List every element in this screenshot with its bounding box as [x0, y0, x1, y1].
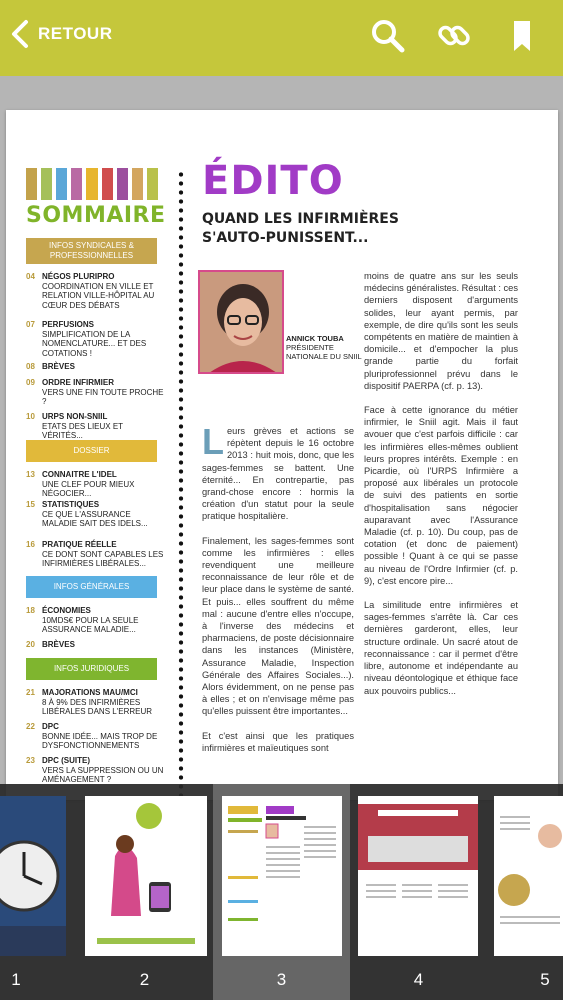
toc-entry-title: MAJORATIONS MAU/MCI — [42, 688, 138, 697]
toc-entry[interactable] — [26, 470, 166, 499]
color-stripe — [86, 168, 97, 200]
link-icon — [436, 18, 472, 54]
author-photo — [198, 270, 284, 374]
toc-page-number: 04 — [26, 272, 35, 281]
toc-page-number: 22 — [26, 722, 35, 731]
edito-paragraph: La similitude entre infirmières et sages-femmes s'arrête là. Car ces dernières garderont, elles, leur structure ordinale. Un sacré atout de reconnaissance : car il permet d'être libre, autonome et indépendante au niveau déontologique et éthique face aux pouvoirs publics... — [364, 600, 518, 696]
color-stripe — [117, 168, 128, 200]
thumbnail-page-number: 2 — [139, 970, 150, 989]
toc-entry[interactable] — [26, 272, 166, 310]
toc-page-number: 16 — [26, 540, 35, 549]
edito-column-2 — [364, 270, 518, 709]
edito-paragraph: Leurs grèves et actions se répètent depuis le 16 octobre 2013 : huit mois, donc, que les sages-femmes se battent. Une éternité... En contrepartie, pas grand-chose encore : hormis la création d'un statut pour la seule pratique hospitalière. — [202, 421, 354, 522]
edito-column-1 — [202, 421, 354, 766]
toc-entry-title: ÉCONOMIES — [42, 606, 91, 615]
color-stripe — [71, 168, 82, 200]
toc-entry-title: ORDRE INFIRMIER — [42, 378, 114, 387]
bookmark-icon — [504, 18, 540, 54]
toc-entry-description: 10MDS€ POUR LA SEULE ASSURANCE MALADIE... — [42, 615, 139, 635]
toc-section-header: INFOS SYNDICALES & PROFESSIONNELLES — [26, 238, 157, 264]
page-thumbnail-strip — [0, 784, 563, 1000]
toc-entry[interactable] — [26, 412, 166, 441]
sommaire-title: SOMMAIRE — [26, 203, 166, 228]
search-button[interactable] — [368, 16, 408, 56]
page-thumbnail[interactable] — [0, 796, 66, 956]
toc-entry-description: BONNE IDÉE... MAIS TROP DE DYSFONCTIONNEMENTS — [42, 731, 158, 751]
drop-cap: L — [202, 421, 224, 462]
edito-paragraph: Finalement, les sages-femmes sont comme les infirmières : elles revendiquent une meilleure reconnaissance de leur rôle et de leur place dans le système de santé. Et puis... elles souffrent du même mal : aucune d'entre elles n'occupe, à l'inverse des médecins et pharmaciens, de poste décisionnaire dans les instances (Ministère, Assurance Maladie, Inspection Générale des Affaires Sociales...). Alors évidemment, on ne pense pas à elles ; et on n'envisage même pas qu'elles puissent être importantes... — [202, 535, 354, 717]
toc-entry-title: DPC (SUITE) — [42, 756, 90, 765]
author-role: PRÉSIDENTE NATIONALE DU SNIIL — [286, 343, 362, 361]
color-stripe — [41, 168, 52, 200]
thumbnail-page-number: 5 — [540, 970, 550, 989]
toc-page-number: 20 — [26, 640, 35, 649]
color-stripe — [147, 168, 158, 200]
author-caption — [286, 334, 366, 361]
toc-entry-description: VERS LA SUPPRESSION OU UN AMÉNAGEMENT ? — [42, 765, 164, 785]
toc-page-number: 10 — [26, 412, 35, 421]
back-label: RETOUR — [38, 24, 113, 43]
toc-page-number: 09 — [26, 378, 35, 387]
toc-entry-description: SIMPLIFICATION DE LA NOMENCLATURE... ET DES COTATIONS ! — [42, 329, 147, 358]
link-button[interactable] — [434, 16, 474, 56]
back-button[interactable] — [10, 16, 112, 52]
toc-entry-description: VERS UNE FIN TOUTE PROCHE ? — [42, 387, 164, 407]
chevron-left-icon — [10, 19, 30, 49]
toc-entry[interactable] — [26, 500, 166, 529]
magazine-page[interactable] — [6, 110, 558, 800]
toc-entry-title: NÉGOS PLURIPRO — [42, 272, 115, 281]
edito-paragraph: moins de quatre ans sur les seuls médecins généralistes. Résultat : ces derniers disposent d'arguments solides, leur ayant permis, par exemple, de dire qu'ils sont les seuls compétents en matière de maintien à domicile... et d'empocher la plus grande partie du forfait pluriprofessionnel prévu dans le dispositif PAERPA (cf. p. 13). — [364, 271, 518, 391]
toc-entry[interactable] — [26, 320, 166, 358]
color-stripe — [26, 168, 37, 200]
toc-page-number: 15 — [26, 500, 35, 509]
toc-entry[interactable] — [26, 688, 166, 717]
toc-entry-title: PERFUSIONS — [42, 320, 95, 329]
dotted-divider — [178, 170, 184, 800]
toc-entry-title: DPC — [42, 722, 59, 731]
toc-entry-title: CONNAITRE L'IDEL — [42, 470, 117, 479]
color-stripe — [132, 168, 143, 200]
color-stripe — [102, 168, 113, 200]
toc-entry-description: COORDINATION EN VILLE ET RELATION VILLE-HÔPITAL AU CŒUR DES DÉBATS — [42, 281, 155, 310]
author-name: ANNICK TOUBA — [286, 334, 344, 343]
page-thumbnail[interactable] — [358, 796, 478, 956]
toc-section-header: INFOS GÉNÉRALES — [26, 576, 157, 598]
toc-page-number: 07 — [26, 320, 35, 329]
edito-paragraph: Et c'est ainsi que les pratiques infirmières et maïeutiques sont — [202, 730, 354, 753]
toc-entry-title: PRATIQUE RÉELLE — [42, 540, 117, 549]
edito-headline: QUAND LES INFIRMIÈRES S'AUTO-PUNISSENT... — [202, 211, 399, 246]
toc-entry[interactable] — [26, 378, 166, 407]
toc-entry[interactable] — [26, 540, 166, 569]
toc-section-header: INFOS JURIDIQUES — [26, 658, 157, 680]
toc-page-number: 21 — [26, 688, 35, 697]
toc-entry-title: BRÈVES — [42, 640, 75, 649]
toc-page-number: 08 — [26, 362, 35, 371]
search-icon — [370, 18, 406, 54]
toc-entry-description: CE DONT SONT CAPABLES LES INFIRMIÈRES LIBÉRALES... — [42, 549, 164, 569]
page-thumbnail[interactable] — [85, 796, 207, 956]
toc-entry-description: CE QUE L'ASSURANCE MALADIE SAIT DES IDELS... — [42, 509, 148, 529]
thumbnail-page-number: 3 — [276, 970, 287, 989]
bookmark-button[interactable] — [502, 16, 542, 56]
toc-section-header: DOSSIER — [26, 440, 157, 462]
toc-entry-title: BRÈVES — [42, 362, 75, 371]
toc-entry[interactable] — [26, 640, 166, 650]
edito-title: ÉDITO — [202, 158, 344, 204]
top-toolbar — [0, 0, 563, 76]
toc-entry-description: UNE CLEF POUR MIEUX NÉGOCIER... — [42, 479, 135, 499]
toc-entry-description: 8 À 9% DES INFIRMIÈRES LIBÉRALES DANS L'ERREUR — [42, 697, 153, 717]
thumbnail-page-number: 4 — [413, 970, 424, 989]
toc-entry[interactable] — [26, 722, 166, 751]
toc-entry-description: ETATS DES LIEUX ET VÉRITÉS... — [42, 421, 123, 441]
page-thumbnail[interactable] — [494, 796, 563, 956]
sommaire-color-stripes — [26, 168, 158, 200]
toc-entry[interactable] — [26, 756, 166, 785]
toc-page-number: 18 — [26, 606, 35, 615]
page-thumbnail[interactable] — [222, 796, 342, 956]
thumbnail-page-number: 1 — [11, 970, 21, 989]
toc-entry-title: URPS NON-SNIIL — [42, 412, 108, 421]
color-stripe — [56, 168, 67, 200]
toc-page-number: 13 — [26, 470, 35, 479]
edito-paragraph: Face à cette ignorance du métier infirmier, le Sniil agit. Mais il faut avouer que c'est parfois difficile : car les infirmières elles-mêmes oublient leurs propres intérêts. Exemple : en Picardie, où l'URPS Infirmière a proposé aux libérales un protocole de suivi des patients en sortie d'hospitalisation sans négocier auparavant avec l'Assurance Maladie (cf. p. 10). Du coup, pas de cotation (et donc de paiement) possible ! Quant à ce qui se passe au niveau de l'Ordre Infirmier (cf. p. 9), c'est encore pire... — [364, 405, 518, 586]
toc-page-number: 23 — [26, 756, 35, 765]
toc-entry-title: STATISTIQUES — [42, 500, 100, 509]
toc-entry[interactable] — [26, 362, 166, 372]
toc-entry[interactable] — [26, 606, 166, 635]
